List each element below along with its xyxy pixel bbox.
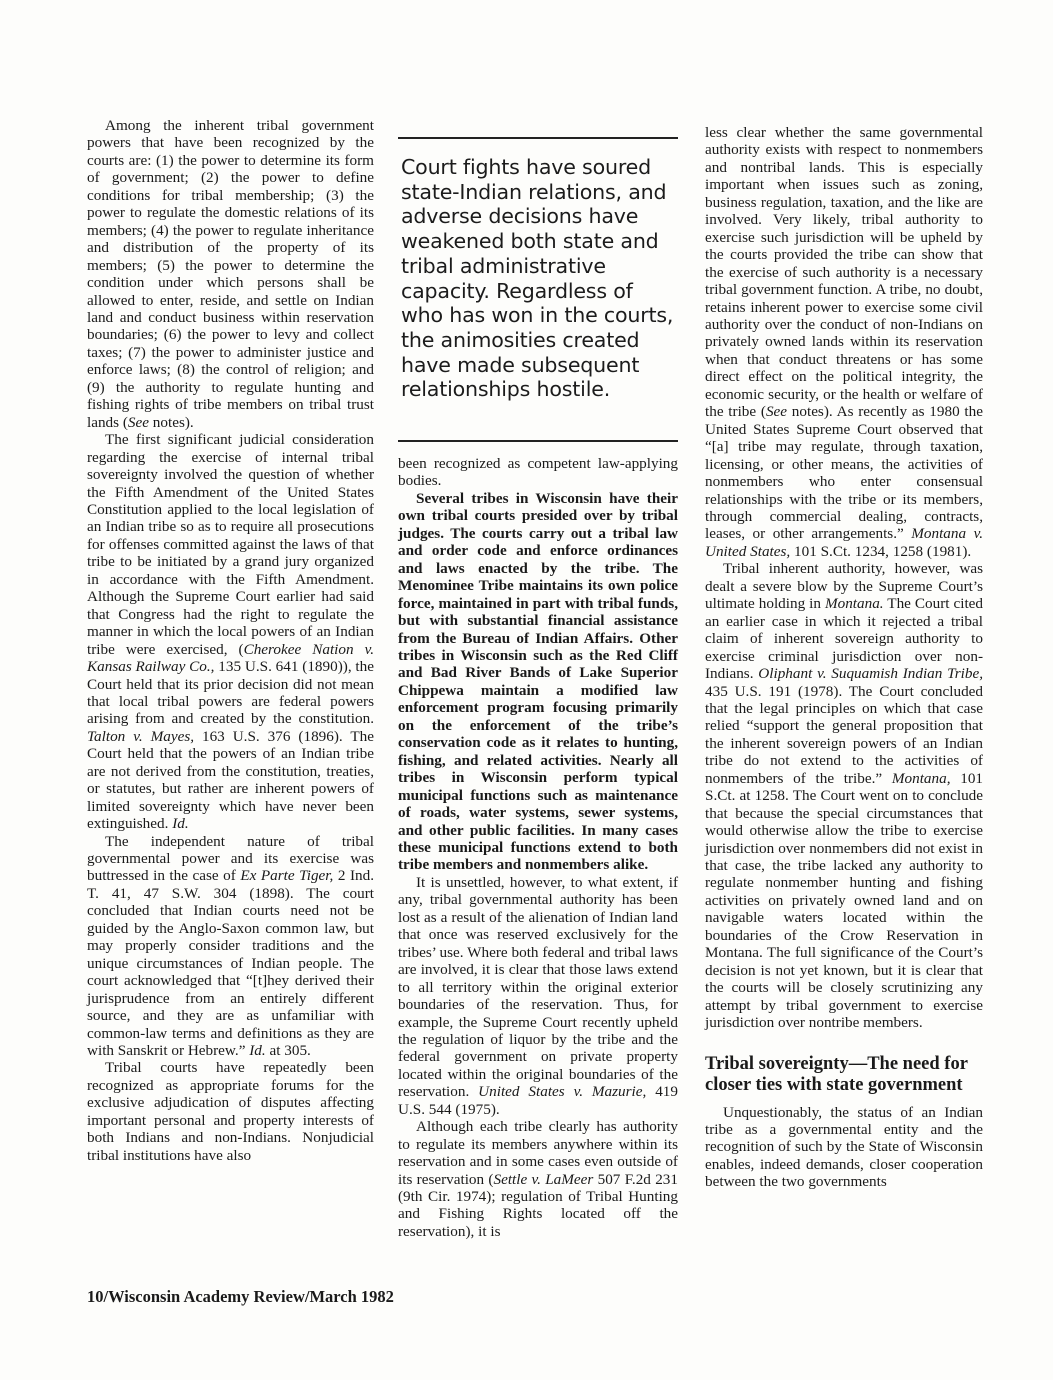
paragraph: Tribal inherent authority, however, was dealt a severe blow by the Supreme Court’s ultimate holding in Montana. The Court cited an earlier case in which it rejected a tribal claim of inherent sovereign authority to exercise criminal jurisdiction over non-Indians. Oliphant v. Suquamish Indian Tribe, 435 U.S. 191 (1978). The Court concluded that the legal principles on which that case relied “support the general proposition that the inherent sovereign powers of an Indian tribe do not extend to the activities of nonmembers of the tribe.” Montana, 101 S.Ct. at 1258. The Court went on to conclude that because the special circumstances that would otherwise allow the tribe to exercise jurisdiction over nonmembers did not exist in that case, the tribe lacked any authority to regulate nonmember hunting and fishing activities on privately owned land and on navigable waters located within the boundaries of the Crow Reservation in Montana. The full significance of the Court’s decision is not yet known, but it is clear that the courts will be closely scrutinizing any attempt by tribal government to exercise jurisdiction over nontribe members. (705, 560, 984, 1032)
paragraph: less clear whether the same governmental authority exists with respect to nonmembers and nontribal lands. This is especially important when issues such as zoning, business regulation, taxation, and the like are involved. Very likely, tribal authority to exercise such jurisdiction will be upheld by the courts provided the tribe can show that the exercise of such authority is a necessary tribal government function. A tribe, no doubt, retains inherent power to exercise some civil authority over the conduct of non-Indians on privately owned lands within its reservation when that conduct threatens or has some direct effect on the political integrity, the economic security, or the health or welfare of the tribe (See notes). As recently as 1980 the United States Supreme Court observed that “[a] tribe may regulate, through taxation, licensing, or other means, the activities of nonmembers who enter consensual relationships with the tribe or its members, through commercial dealing, contracts, leases, or other arrangements.” Montana v. United States, 101 S.Ct. 1234, 1258 (1981). (705, 124, 983, 560)
section-heading: Tribal sovereignty—The need for closer ties with state government (705, 1053, 968, 1095)
paragraph: Among the inherent tribal government powers that have been recognized by the courts are: (1) the power to determine its form of government; (2) the power to define conditions for tribal membership; (3) the power to regulate the domestic relations of its members; (4) the power to regulate inheritance and distribution of the property of its members; (5) the power to determine the condition under which persons shall be allowed to enter, reside, and settle on Indian land and conduct business within reservation boundaries; (6) the power to levy and collect taxes; (7) the power to administer justice and enforce laws; (8) the control of religion; and (9) the authority to regulate hunting and fishing rights of tribe members on tribal trust lands (See notes). (87, 117, 374, 431)
paragraph: It is unsettled, however, to what extent, if any, tribal governmental authority has been lost as a result of the alienation of Indian land that once was reserved exclusively for the tribes’ use. Where both federal and tribal laws are involved, it is clear that those laws extend to all territory within the original exterior boundaries of the reservation. Thus, for example, the Supreme Court recently upheld the regulation of liquor by the tribe and the federal government on private property located within the original boundaries of the reservation. United States v. Mazurie, 419 U.S. 544 (1975). (398, 873, 678, 1118)
paragraph: Unquestionably, the status of an Indian tribe as a governmental entity and the recognition of such by the State of Wisconsin enables, indeed demands, closer cooperation between the two governments (705, 1103, 983, 1191)
paragraph: The independent nature of tribal governmental power and its exercise was buttressed in the case of Ex Parte Tiger, 2 Ind. T. 41, 47 S.W. 304 (1898). The court concluded that Indian courts need not be guided by the Anglo-Saxon common law, but may properly consider traditions and the unique circumstances of Indian people. The court acknowledged that “[t]hey derived their jurisprudence from an entirely different source, and they are as unfamiliar with common-law terms and definitions as they are with Sanskrit or Hebrew.” Id. at 305. (87, 832, 374, 1060)
paragraph: Tribal courts have repeatedly been recognized as appropriate forums for the exclusive adjudication of disputes affecting important personal and property interests of both Indians and non-Indians. Nonjudicial tribal institutions have also (87, 1059, 374, 1164)
column-left (87, 117, 374, 1164)
pull-quote (398, 137, 678, 442)
paragraph: The first significant judicial consideration regarding the exercise of internal tribal sovereignty involved the question of whether the Fifth Amendment of the United States Constitution applied to the local legislation of an Indian tribe so as to require all prosecutions for offenses committed against the laws of that tribe to be initiated by a grand jury organized in accordance with the Fifth Amendment. Although the Supreme Court earlier had said that Congress had the right to regulate the manner in which the local powers of an Indian tribe were exercised, (Cherokee Nation v. Kansas Railway Co., 135 U.S. 641 (1890)), the Court held that its prior decision did not mean that local tribal powers are federal powers arising from and created by the constitution. Talton v. Mayes, 163 U.S. 376 (1896). The Court held that the powers of an Indian tribe are not derived from the constitution, treaties, or statutes, but rather are inherent powers of limited sovereignty which have never been extinguished. Id. (87, 431, 374, 833)
paragraph-bold: Several tribes in Wisconsin have their own tribal courts presided over by tribal judges. The courts carry out a tribal law and order code and enforce ordinances and laws enacted by the tribe. The Menominee Tribe maintains its own police force, maintained in part with tribal funds, but with substantial financial assistance from the Bureau of Indian Affairs. Other tribes in Wisconsin such as the Red Cliff and Bad River Bands of Lake Superior Chippewa maintain a modified law enforcement program focusing primarily on the enforcement of the tribe’s conservation code as it relates to hunting, fishing, and related activities. Nearly all tribes in Wisconsin perform typical municipal functions such as maintenance of roads, water systems, sewer systems, and other public facilities. In many cases these municipal functions extend to both tribe members and nonmembers alike. (398, 489, 678, 874)
pull-quote-text: Court fights have soured state-Indian relations, and adverse decisions have weakened both state and tribal administrative capacity. Regardless of who has won in the courts, the animosities created have made subsequent relationships hostile. (401, 155, 674, 402)
page-footer: 10/Wisconsin Academy Review/March 1982 (87, 1287, 394, 1306)
paragraph: Although each tribe clearly has authority to regulate its members anywhere within its reservation and in some cases even outside of its reservation (Settle v. LaMeer 507 F.2d 231 (9th Cir. 1974); regulation of Tribal Hunting and Fishing Rights located off the reservation), it is (398, 1118, 678, 1240)
column-middle (398, 455, 678, 1240)
column-right (705, 124, 983, 1191)
paragraph: been recognized as competent law-applying bodies. (398, 455, 678, 490)
